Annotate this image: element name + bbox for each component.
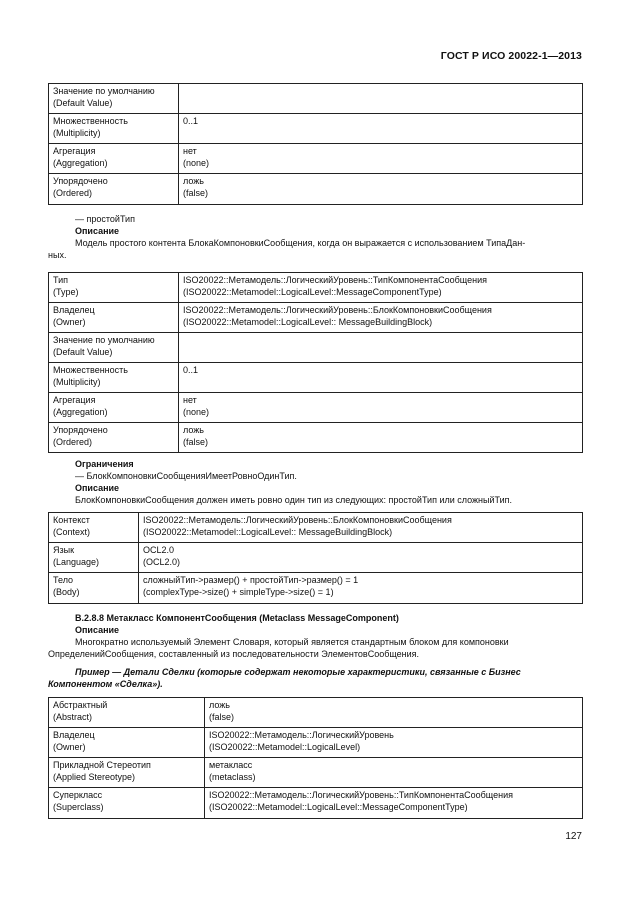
property-value: нет (none) [179, 144, 583, 174]
table-row [49, 758, 583, 788]
property-value: 0..1 [179, 363, 583, 393]
table-row [49, 84, 583, 114]
property-value [179, 84, 583, 114]
description-heading: Описание [75, 483, 120, 493]
property-value: ISO20022::Метамодель::ЛогическийУровень::ТипКомпонентаСообщения (ISO20022::Metamodel::LogicalLevel::MessageComponentType) [179, 273, 583, 303]
table-row [49, 393, 583, 423]
property-value: ISO20022::Метамодель::ЛогическийУровень::БлокКомпоновкиСообщения (ISO20022::Metamodel::LogicalLevel:: MessageBuildingBlock) [179, 303, 583, 333]
table-row [49, 788, 583, 819]
property-value: метакласс (metaclass) [205, 758, 583, 788]
property-name: Владелец (Owner) [49, 728, 205, 758]
table-row [49, 114, 583, 144]
table-row [49, 363, 583, 393]
properties-table-2 [48, 272, 583, 453]
document-header: ГОСТ Р ИСО 20022-1—2013 [440, 50, 582, 62]
table-row [49, 728, 583, 758]
property-value: ложь (false) [205, 698, 583, 728]
table-row [49, 144, 583, 174]
description-text: БлокКомпоновкиСообщения должен иметь ровно один тип из следующих: простойТип или сложныйТип. [75, 495, 513, 505]
table-row [49, 333, 583, 363]
example-text: Пример — Детали Сделки (которые содержат некоторые характеристики, связанные с Бизнес Компонентом «Сделка»). [48, 667, 521, 689]
metaclass-table [48, 697, 583, 819]
property-value: ложь (false) [179, 423, 583, 453]
property-name: Упорядочено (Ordered) [49, 423, 179, 453]
property-name: Тело (Body) [49, 573, 139, 604]
property-value: ISO20022::Метамодель::ЛогическийУровень::ТипКомпонентаСообщения (ISO20022::Metamodel::LogicalLevel::MessageComponentType) [205, 788, 583, 819]
table-row [49, 423, 583, 453]
section-title: В.2.8.8 Метакласс КомпонентСообщения (Metaclass MessageComponent) [75, 613, 399, 623]
property-name: Множественность (Multiplicity) [49, 363, 179, 393]
property-name: Значение по умолчанию (Default Value) [49, 84, 179, 114]
property-value: нет (none) [179, 393, 583, 423]
property-value: ложь (false) [179, 174, 583, 205]
table-row [49, 174, 583, 205]
property-value: сложныйТип->размер() + простойТип->размер() = 1 (complexType->size() + simpleType->size() = 1) [139, 573, 583, 604]
property-name: Агрегация (Aggregation) [49, 393, 179, 423]
simple-type-item: — простойТип [75, 214, 135, 224]
constraints-heading: Ограничения [75, 459, 134, 469]
property-name: Прикладной Стереотип (Applied Stereotype) [49, 758, 205, 788]
constraint-item: — БлокКомпоновкиСообщенияИмеетРовноОдинТип. [75, 471, 297, 481]
page-number: 127 [565, 831, 582, 842]
property-name: Тип (Type) [49, 273, 179, 303]
table-row [49, 573, 583, 604]
property-name: Владелец (Owner) [49, 303, 179, 333]
property-name: Агрегация (Aggregation) [49, 144, 179, 174]
table-row [49, 513, 583, 543]
description-heading: Описание [75, 625, 120, 635]
table-row [49, 543, 583, 573]
property-value: OCL2.0 (OCL2.0) [139, 543, 583, 573]
property-name: Значение по умолчанию (Default Value) [49, 333, 179, 363]
property-name: Множественность (Multiplicity) [49, 114, 179, 144]
property-value: ISO20022::Метамодель::ЛогическийУровень::БлокКомпоновкиСообщения (ISO20022::Metamodel::LogicalLevel:: MessageBuildingBlock) [139, 513, 583, 543]
property-name: Контекст (Context) [49, 513, 139, 543]
description-heading: Описание [75, 226, 120, 236]
property-value: 0..1 [179, 114, 583, 144]
table-row [49, 303, 583, 333]
constraint-table [48, 512, 583, 604]
table-row [49, 698, 583, 728]
description-text: Многократно используемый Элемент Словаря, который является стандартным блоком для компоновки ОпределенийСообщения, составленный из последовательности ЭлементовСообщения. [48, 637, 509, 659]
property-name: Упорядочено (Ordered) [49, 174, 179, 205]
property-name: Суперкласс (Superclass) [49, 788, 205, 819]
description-text: Модель простого контента БлокаКомпоновкиСообщения, когда он выражается с использованием ТипаДан- ных. [48, 238, 526, 260]
properties-table-1 [48, 83, 583, 205]
property-name: Абстрактный (Abstract) [49, 698, 205, 728]
table-row [49, 273, 583, 303]
property-value [179, 333, 583, 363]
property-name: Язык (Language) [49, 543, 139, 573]
property-value: ISO20022::Метамодель::ЛогическийУровень (ISO20022::Metamodel::LogicalLevel) [205, 728, 583, 758]
